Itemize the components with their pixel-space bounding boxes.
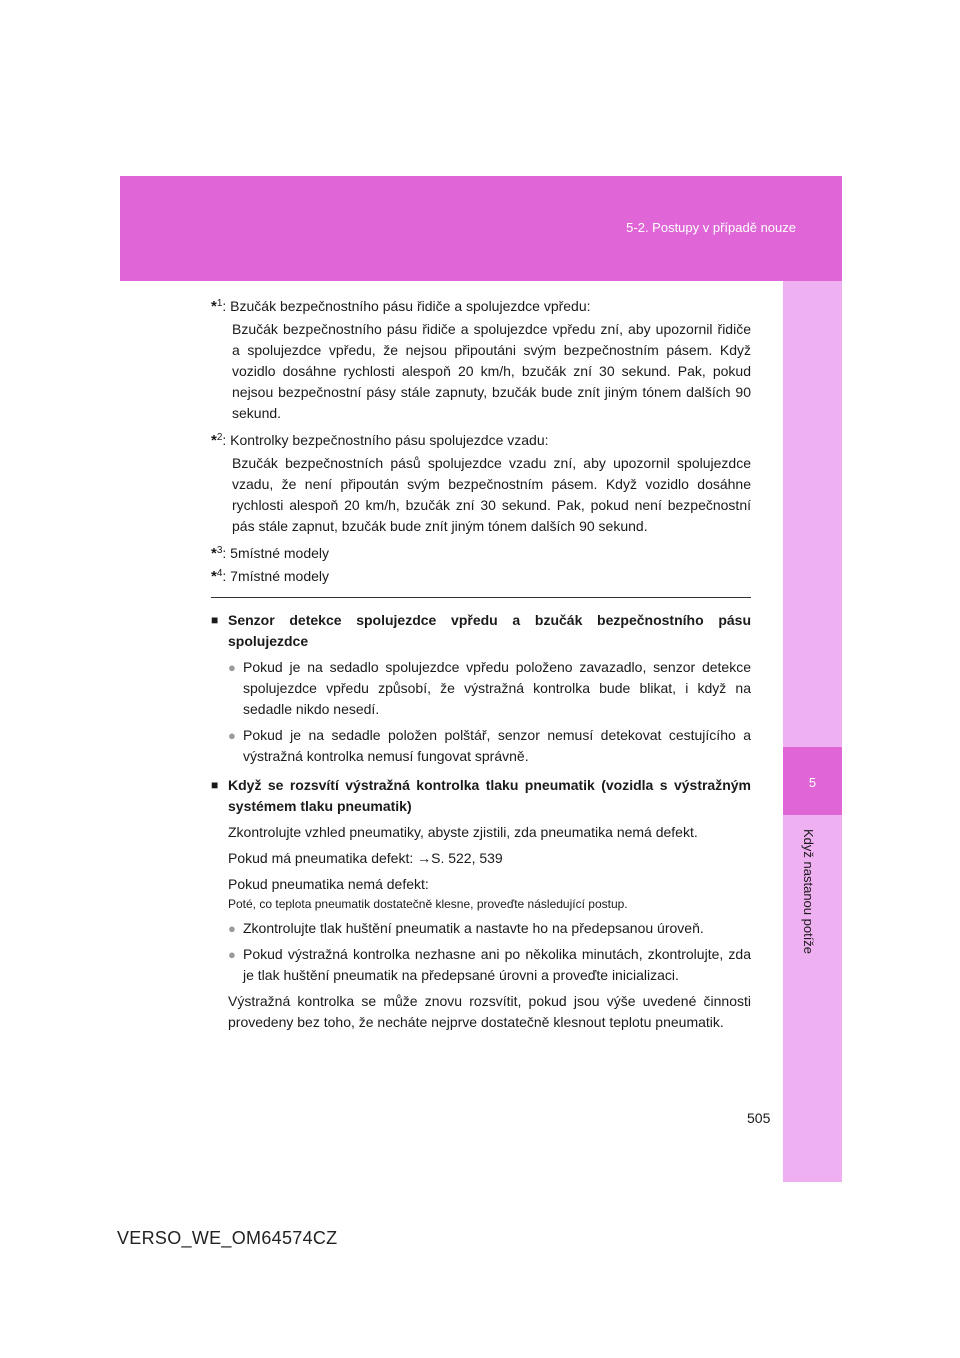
paragraph: Pokud pneumatika nemá defekt: [228, 876, 429, 892]
section-title: Když se rozsvítí výstražná kontrolka tlaku pneumatik (vozidla s výstražným systémem tlaku pneumatik) [228, 777, 751, 814]
footnote-body: Bzučák bezpečnostního pásu řidiče a spolujezdce vpředu zní, aby upozornil řidiče a spolujezdce vpředu, že nejsou připoutáni svým bezpečnostním pásem. Když vozidlo dosáhne rychlosti alespoň 20 km/h, bzučák zní 30 sekund. Pak, pokud nejsou bezpečnostní pásy stále zapnuty, bzučák bude znít jiným tónem dalších 90 sekund. [232, 321, 751, 421]
chapter-label: Když nastanou potíže [801, 829, 816, 955]
page-number: 505 [747, 1110, 771, 1126]
footnote-body: Bzučák bezpečnostních pásů spolujezdce vzadu zní, aby upozornil spolujezdce vzadu, že není připoután svým bezpečnostním pásem. Když vozidlo dosáhne rychlosti alespoň 20 km/h, bzučák zní 30 sekund. Pak, pokud není bezpečnostní pás stále zapnut, bzučák bude znít jiným tónem dalších 90 sekund. [232, 455, 751, 534]
divider [211, 597, 751, 598]
footnote-3 [211, 543, 751, 566]
list-item-text: Zkontrolujte tlak huštění pneumatik a nastavte ho na předepsanou úroveň. [243, 920, 704, 936]
circle-bullet-icon: ● [228, 947, 236, 962]
chapter-number-box [783, 747, 842, 815]
footnote-star: * [211, 545, 217, 562]
list-item [228, 918, 751, 939]
list-item-text: Pokud výstražná kontrolka nezhasne ani po několika minutách, zkontrolujte, zda je tlak huštění pneumatik na předepsané úrovni a proveďte inicializaci. [243, 946, 751, 983]
list-item [228, 657, 751, 720]
footnote-number: 1 [216, 298, 223, 309]
footnote-1 [211, 296, 751, 424]
list-item [228, 944, 751, 986]
footnote-2 [211, 430, 751, 537]
circle-bullet-icon: ● [228, 921, 236, 936]
closing-paragraph: Výstražná kontrolka se může znovu rozsvítit, pokud jsou výše uvedené činnosti provedeny bez toho, že necháte nejprve dostatečně klesnout teplotu pneumatik. [228, 993, 751, 1030]
footnote-number: 2 [216, 432, 223, 443]
chapter-side-tab[interactable] [783, 281, 842, 1182]
footnote-number: 3 [216, 545, 223, 556]
list-item-text: Pokud je na sedadlo spolujezdce vpředu položeno zavazadlo, senzor detekce spolujezdce vpředu způsobí, že výstražná kontrolka bude blikat, i když na sedadle nikdo nesedí. [243, 659, 751, 717]
circle-bullet-icon: ● [228, 660, 236, 675]
list-item [228, 725, 751, 767]
footnote-number: 4 [216, 568, 223, 579]
footnote-star: * [211, 432, 217, 449]
list-item-text: Pokud je na sedadle položen polštář, senzor nemusí detekovat cestujícího a výstražná kontrolka nemusí fungovat správně. [243, 727, 751, 764]
section-heading [211, 775, 751, 817]
section-title: Senzor detekce spolujezdce vpředu a bzučák bezpečnostního pásu spolujezdce [228, 612, 751, 649]
document-code: VERSO_WE_OM64574CZ [117, 1228, 338, 1248]
footnote-heading: : Bzučák bezpečnostního pásu řidiče a spolujezdce vpředu: [222, 298, 591, 314]
page-content [211, 296, 751, 1033]
footnote-star: * [211, 298, 217, 315]
chapter-number: 5 [808, 775, 817, 790]
square-bullet-icon: ■ [211, 613, 219, 627]
footnote-heading: : 7místné modely [222, 568, 330, 584]
footnote-star: * [211, 568, 217, 585]
section-heading [211, 610, 751, 652]
footnote-4 [211, 566, 751, 589]
note-text: Poté, co teplota pneumatik dostatečně klesne, proveďte následující postup. [228, 897, 628, 911]
footnote-heading: : 5místné modely [222, 545, 330, 561]
paragraph: Zkontrolujte vzhled pneumatiky, abyste zjistili, zda pneumatika nemá defekt. [228, 824, 698, 840]
section-title: 5-2. Postupy v případě nouze [626, 220, 796, 235]
header-band [120, 176, 842, 281]
square-bullet-icon: ■ [211, 778, 219, 792]
paragraph-page-reference: Pokud má pneumatika defekt: →S. 522, 539 [228, 850, 503, 866]
circle-bullet-icon: ● [228, 728, 236, 743]
footnote-heading: : Kontrolky bezpečnostního pásu spolujezdce vzadu: [222, 432, 549, 448]
